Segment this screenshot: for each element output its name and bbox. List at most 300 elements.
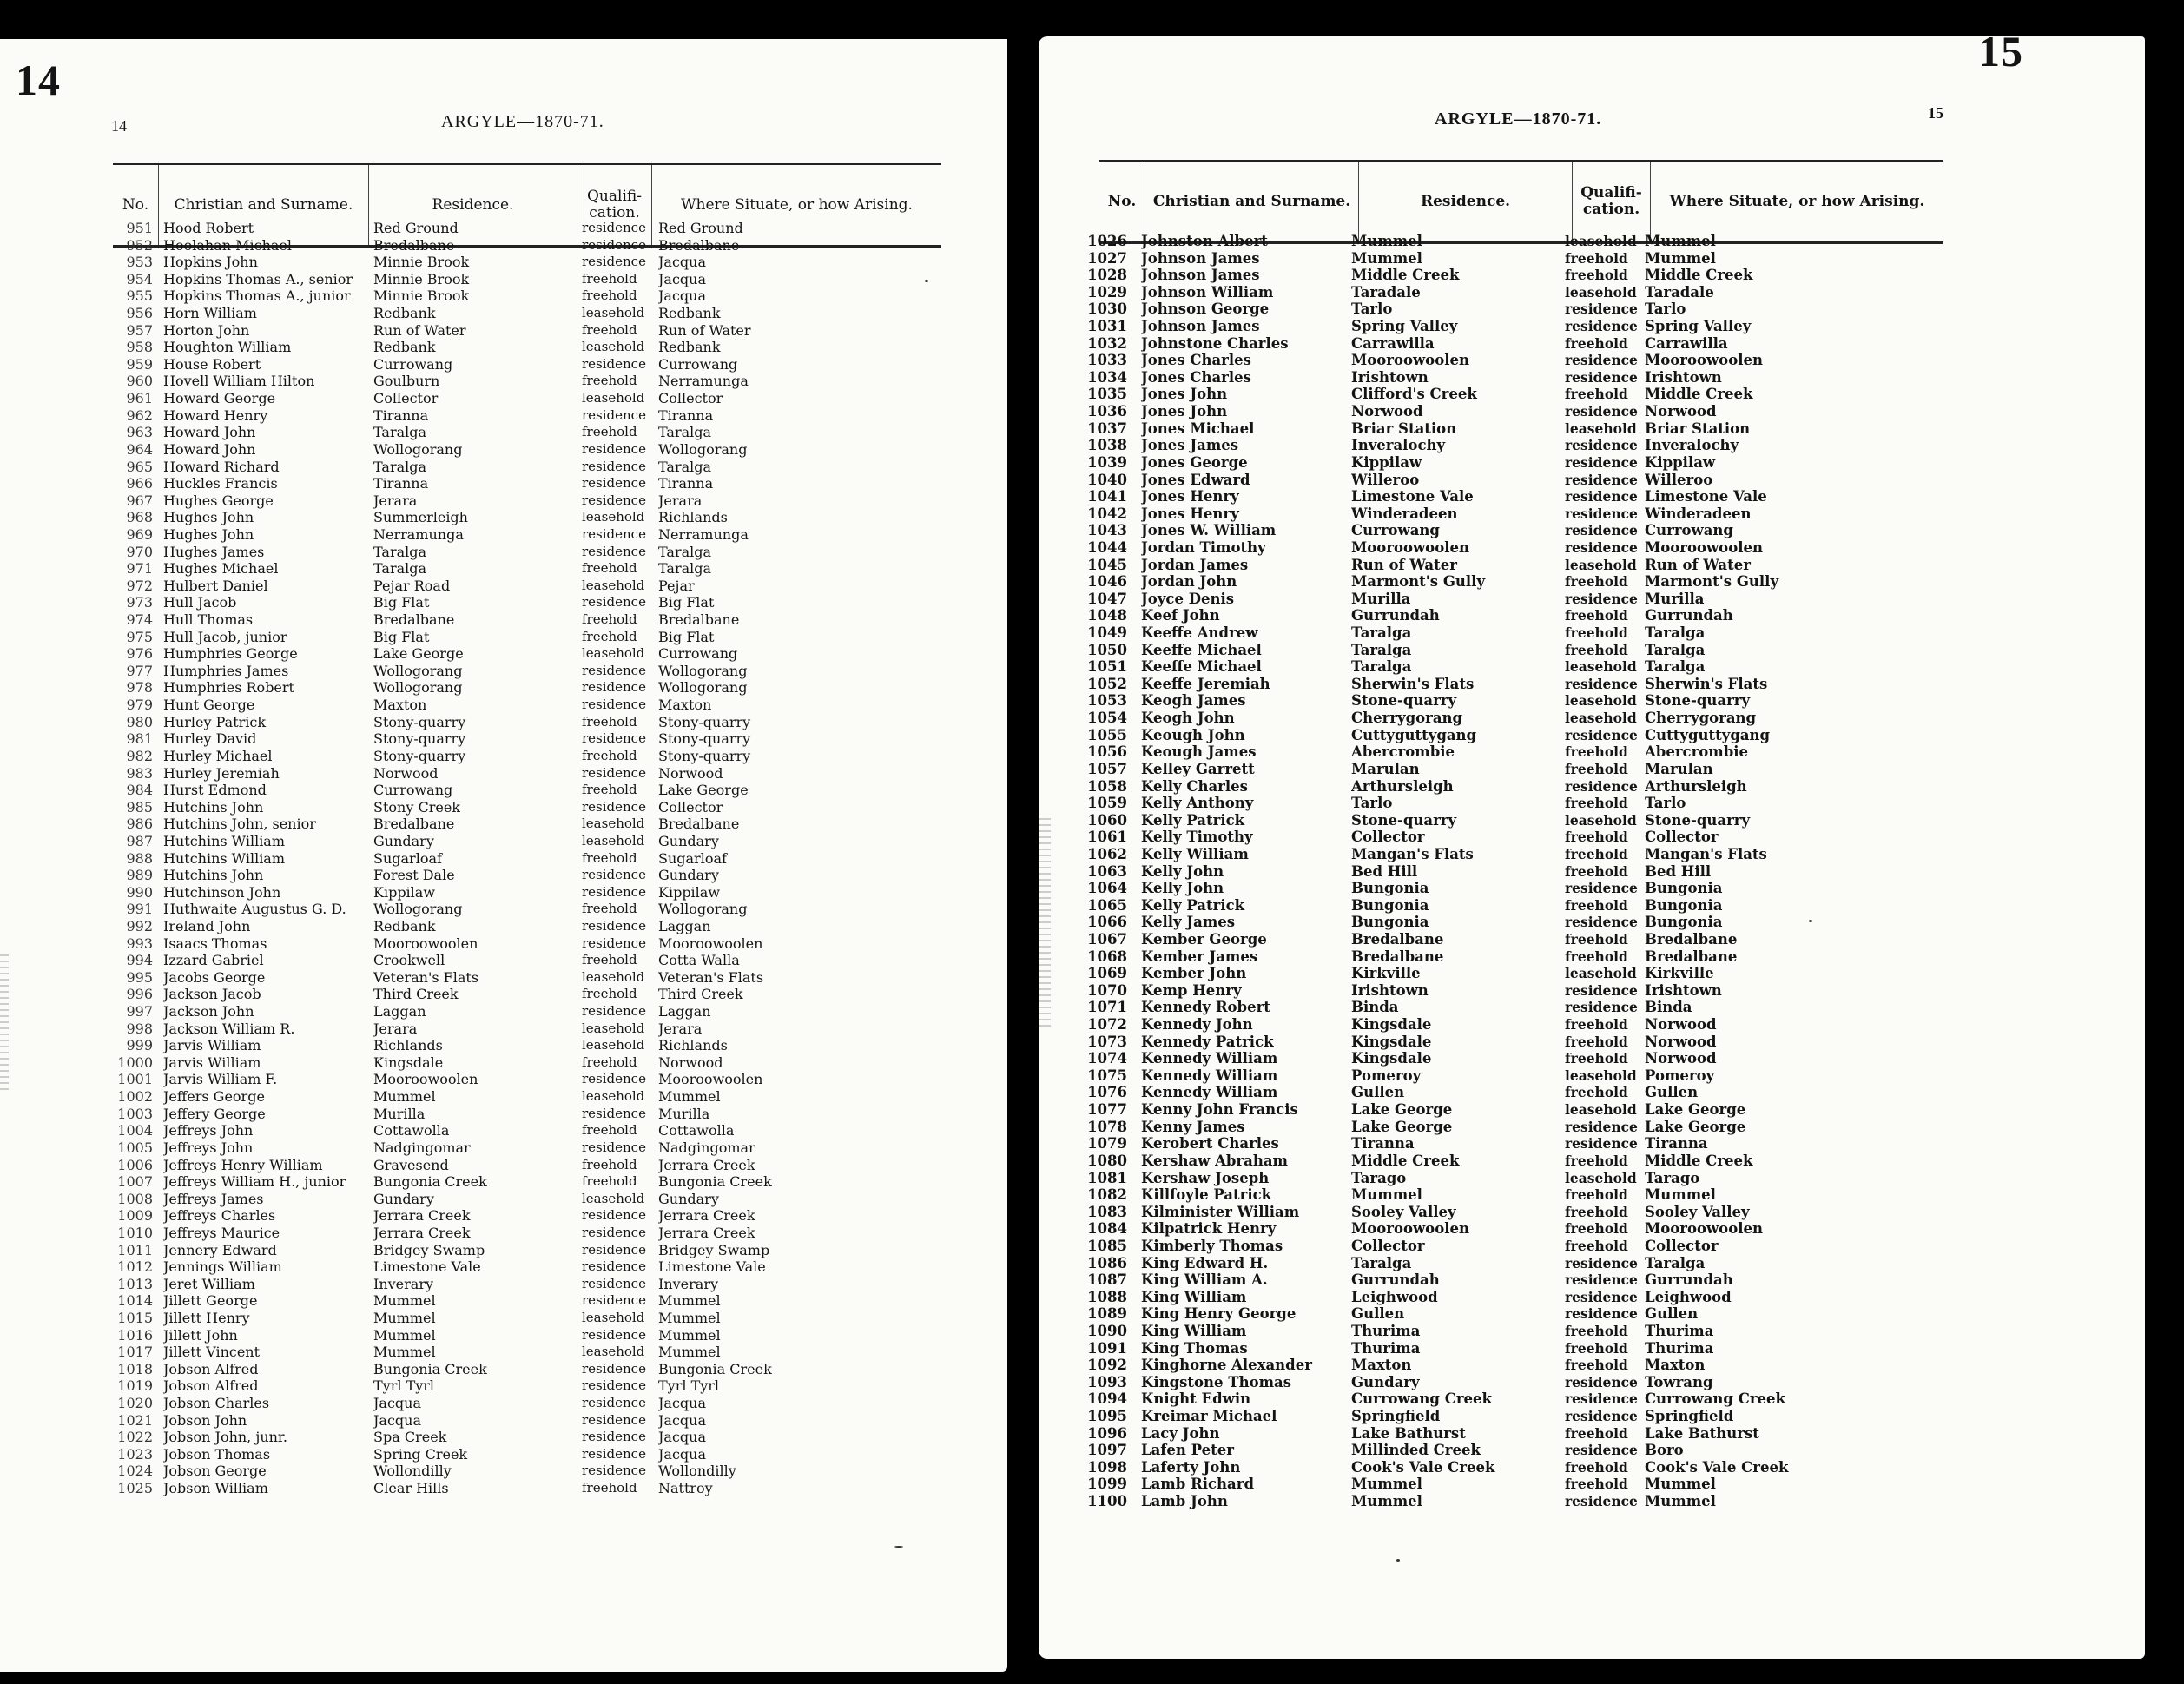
entry-name: Hutchins William [163, 849, 286, 867]
entry-name: Howard John [163, 424, 256, 441]
entry-name: Keogh John [1141, 710, 1235, 727]
entry-name: Jobson William [163, 1480, 268, 1497]
entry-qualification: freehold [1565, 743, 1628, 761]
entry-qualification: residence [582, 355, 646, 372]
entry-name: Jeffreys Charles [163, 1207, 276, 1225]
entry-where: Cottawolla [658, 1122, 735, 1139]
entry-number: 1002 [117, 1088, 153, 1106]
entry-residence: Pomeroy [1351, 1067, 1422, 1084]
entry-where: Irishtown [1645, 981, 1722, 999]
entry-name: Kinghorne Alexander [1141, 1357, 1312, 1374]
entry-name: Jacobs George [163, 968, 266, 986]
entry-name: Kelly John [1141, 880, 1224, 897]
entry-name: Kenny John Francis [1141, 1101, 1298, 1119]
entry-residence: Bredalbane [373, 611, 455, 629]
entry-number: 1096 [1087, 1424, 1127, 1442]
entry-name: Kilminister William [1141, 1203, 1300, 1220]
entry-name: Johnstone Charles [1141, 334, 1289, 352]
entry-residence: Mummel [1351, 233, 1422, 249]
entry-where: Wollogorang [658, 679, 748, 697]
entry-number: 1051 [1087, 658, 1127, 676]
entry-residence: Kingsdale [373, 1053, 444, 1071]
entry-where: Kippilaw [1645, 453, 1716, 471]
entry-residence: Taralga [373, 543, 427, 560]
entry-where: Cotta Walla [658, 952, 740, 969]
entry-name: Jillett Henry [163, 1310, 250, 1326]
entry-residence: Mummel [1351, 249, 1422, 267]
entry-residence: Minnie Brook [373, 254, 470, 271]
entry-residence: Kingsdale [1351, 1050, 1432, 1067]
col-header-name: Christian and Surname. [158, 165, 368, 245]
entry-qualification: freehold [1565, 249, 1628, 267]
entry-qualification: residence [1565, 538, 1638, 556]
table-row [1084, 982, 1836, 1000]
entry-number: 961 [126, 390, 153, 407]
entry-number: 1074 [1087, 1050, 1127, 1067]
entry-name: Kemp Henry [1141, 981, 1242, 999]
entries-list [1084, 233, 1836, 1510]
entry-name: Jeret William [163, 1275, 255, 1292]
entry-residence: Tarlo [1351, 300, 1393, 318]
entry-residence: Limestone Vale [1351, 488, 1474, 505]
table-row [1084, 300, 1836, 318]
entry-number: 1070 [1087, 981, 1127, 999]
table-row [1084, 676, 1836, 693]
table-row [1084, 727, 1836, 744]
table-row [1084, 1493, 1836, 1510]
entry-where: Mummel [658, 1326, 721, 1344]
entry-qualification: freehold [1565, 1203, 1628, 1220]
entry-where: Sugarloaf [658, 849, 727, 867]
entry-qualification: leasehold [1565, 710, 1637, 727]
entry-where: Lake Bathurst [1645, 1424, 1759, 1442]
entry-name: Howard Henry [163, 406, 268, 424]
entry-name: Hughes George [163, 492, 274, 509]
entry-number: 997 [126, 1003, 153, 1020]
entry-where: Taralga [658, 424, 712, 441]
entry-name: Jackson William R. [163, 1020, 295, 1037]
entry-qualification: residence [582, 1003, 646, 1020]
entry-residence: Mooroowoolen [1351, 352, 1469, 369]
entry-qualification: residence [1565, 1118, 1638, 1135]
entry-name: Jobson Charles [163, 1395, 270, 1412]
entry-where: Bungonia [1645, 914, 1723, 931]
entry-name: Hughes Michael [163, 560, 279, 578]
entry-residence: Bungonia [1351, 896, 1429, 914]
entry-number: 985 [126, 798, 153, 816]
table-row [111, 850, 849, 868]
entry-where: Bredalbane [1645, 948, 1738, 965]
entry-qualification: leasehold [582, 1344, 645, 1360]
entry-where: Gundary [658, 867, 719, 884]
entry-qualification: residence [1565, 981, 1638, 999]
col-header-qualification: Qualifi- cation. [1572, 162, 1650, 241]
entry-number: 1020 [117, 1395, 153, 1412]
entry-qualification: residence [1565, 1390, 1638, 1408]
entry-name: Keeffe Jeremiah [1141, 675, 1270, 692]
entry-name: Jeffreys William H., junior [163, 1173, 346, 1191]
entry-where: Towrang [1645, 1373, 1713, 1390]
entry-qualification: freehold [582, 1122, 637, 1139]
entry-qualification: residence [582, 440, 646, 457]
entry-number: 1010 [117, 1224, 153, 1241]
entry-number: 1036 [1087, 403, 1127, 420]
entry-residence: Gravesend [373, 1156, 449, 1173]
entry-where: Jacqua [658, 254, 706, 271]
entry-qualification: leasehold [1565, 1067, 1637, 1084]
entry-number: 1075 [1087, 1067, 1127, 1084]
table-row [1084, 369, 1836, 386]
entry-number: 1009 [117, 1207, 153, 1225]
entry-number: 1080 [1087, 1152, 1127, 1169]
entry-residence: Sherwin's Flats [1351, 675, 1475, 692]
entry-qualification: residence [1565, 1493, 1638, 1510]
entry-name: Jackson John [163, 1003, 254, 1020]
entry-name: Hopkins John [163, 254, 258, 271]
entry-qualification: residence [582, 1105, 646, 1121]
entry-number: 1008 [117, 1190, 153, 1207]
table-row [111, 390, 849, 407]
entry-name: Jeffers George [163, 1088, 265, 1106]
entry-residence: Norwood [1351, 403, 1423, 420]
entry-name: King Thomas [1141, 1339, 1248, 1357]
entry-where: Pejar [658, 577, 695, 594]
entry-residence: Taradale [1351, 283, 1421, 300]
entry-name: Hutchins John [163, 798, 264, 816]
entry-number: 1024 [117, 1463, 153, 1480]
entry-name: Keeffe Michael [1141, 641, 1262, 658]
table-row [111, 663, 849, 680]
edge-stain [0, 951, 9, 1090]
entry-qualification: residence [582, 525, 646, 542]
entry-qualification: leasehold [582, 1310, 645, 1325]
entry-residence: Stony-quarry [373, 730, 466, 748]
entry-residence: Cuttyguttygang [1351, 726, 1477, 743]
ink-speck [1809, 920, 1812, 922]
left-page [0, 39, 1007, 1672]
entry-name: Horton John [163, 321, 250, 339]
entry-residence: Redbank [373, 339, 436, 356]
entry-qualification: residence [1565, 471, 1638, 488]
table-row [1084, 1067, 1836, 1085]
entry-where: Taralga [1645, 1254, 1706, 1271]
table-row [111, 1327, 849, 1344]
entry-where: Richlands [658, 509, 728, 526]
entry-qualification: freehold [1565, 845, 1628, 862]
entry-residence: Stony-quarry [373, 747, 466, 764]
entry-residence: Gurrundah [1351, 1271, 1440, 1289]
entry-number: 1090 [1087, 1323, 1127, 1339]
entry-residence: Thurima [1351, 1323, 1421, 1339]
entry-where: Norwood [658, 764, 723, 782]
entry-qualification: residence [1565, 318, 1638, 335]
entry-number: 1068 [1087, 948, 1127, 965]
entry-where: Bredalbane [658, 611, 740, 629]
entry-qualification: residence [582, 1326, 646, 1343]
entry-residence: Cook's Vale Creek [1351, 1458, 1495, 1476]
table-row [1084, 420, 1836, 438]
entry-where: Jacqua [658, 287, 706, 305]
entry-where: Marulan [1645, 760, 1713, 777]
table-row [1084, 1305, 1836, 1323]
entry-residence: Taralga [373, 560, 427, 578]
entry-name: King Henry George [1141, 1305, 1297, 1323]
entry-residence: Thurima [1351, 1339, 1421, 1357]
table-row [111, 697, 849, 714]
entry-name: Hurley David [163, 730, 257, 748]
entry-where: Mooroowoolen [1645, 352, 1763, 369]
entry-where: Taradale [1645, 283, 1714, 300]
entry-name: Jarvis William [163, 1053, 261, 1071]
entry-name: Hunt George [163, 697, 255, 714]
entry-residence: Kingsdale [1351, 1016, 1432, 1034]
entry-name: Keeffe Michael [1141, 658, 1262, 676]
entry-residence: Goulburn [373, 373, 440, 390]
entry-qualification: freehold [1565, 1220, 1628, 1238]
entry-qualification: freehold [582, 1173, 637, 1190]
table-row [111, 305, 849, 322]
entry-qualification: freehold [1565, 760, 1628, 777]
entry-name: Jillett George [163, 1292, 258, 1310]
table-row [1084, 1119, 1836, 1136]
entry-name: Kelly Charles [1141, 777, 1248, 795]
entry-where: Collector [658, 798, 723, 816]
entry-residence: Maxton [1351, 1357, 1412, 1374]
entry-number: 967 [126, 492, 153, 509]
entry-number: 980 [126, 713, 153, 730]
table-row [111, 1395, 849, 1412]
entry-qualification: residence [582, 1207, 646, 1224]
entry-qualification: freehold [1565, 829, 1628, 846]
table-row [1084, 1476, 1836, 1493]
table-row [1084, 233, 1836, 250]
entry-number: 1067 [1087, 930, 1127, 948]
entry-where: Nerramunga [658, 373, 749, 390]
entry-residence: Jerara [373, 492, 418, 509]
entry-qualification: freehold [1565, 624, 1628, 642]
entry-qualification: residence [1565, 777, 1638, 795]
table-row [111, 594, 849, 611]
entry-residence: Middle Creek [1351, 1152, 1460, 1169]
entry-qualification: residence [582, 543, 646, 559]
table-row [111, 1191, 849, 1208]
table-row [1084, 863, 1836, 881]
table-row [1084, 1016, 1836, 1034]
entry-qualification: residence [1565, 1135, 1638, 1152]
entry-number: 1023 [117, 1445, 153, 1463]
entry-residence: Bed Hill [1351, 862, 1418, 880]
entry-number: 1072 [1087, 1016, 1127, 1034]
entry-number: 970 [126, 543, 153, 560]
entry-number: 1065 [1087, 896, 1127, 914]
entry-name: Johnston Albert [1141, 233, 1268, 249]
entry-where: Bungonia Creek [658, 1360, 772, 1377]
entry-residence: Mummel [1351, 1476, 1422, 1493]
entry-where: Third Creek [658, 986, 743, 1003]
entry-name: Hull Jacob [163, 594, 237, 611]
entry-where: Nadgingomar [658, 1139, 755, 1156]
entry-where: Mooroowoolen [658, 1071, 763, 1088]
entry-where: Tiranna [658, 475, 714, 492]
entry-number: 1027 [1087, 249, 1127, 267]
entry-name: Kimberly Thomas [1141, 1237, 1283, 1254]
entry-number: 1099 [1087, 1476, 1127, 1493]
entry-residence: Nadgingomar [373, 1139, 471, 1156]
entry-residence: Big Flat [373, 628, 430, 645]
entry-name: Lacy John [1141, 1424, 1220, 1442]
entry-where: Murilla [658, 1105, 710, 1122]
table-row [111, 356, 849, 373]
entry-qualification: residence [582, 458, 646, 474]
entry-residence: Briar Station [1351, 419, 1457, 437]
table-row [1084, 1084, 1836, 1101]
entry-qualification: residence [582, 1463, 646, 1479]
entry-where: Taralga [1645, 658, 1706, 676]
table-row [111, 526, 849, 544]
entry-qualification: residence [582, 1275, 646, 1291]
entry-where: Norwood [1645, 1016, 1717, 1034]
entry-residence: Collector [373, 390, 439, 407]
entry-residence: Gundary [1351, 1373, 1420, 1390]
entry-number: 983 [126, 764, 153, 782]
entry-residence: Laggan [373, 1003, 426, 1020]
table-row [1084, 488, 1836, 505]
entry-name: Jobson Thomas [163, 1445, 271, 1463]
table-row [1084, 795, 1836, 812]
table-row [111, 645, 849, 663]
entry-number: 1050 [1087, 641, 1127, 658]
entry-qualification: residence [582, 697, 646, 713]
table-row [1084, 743, 1836, 761]
entry-where: Gullen [1645, 1084, 1699, 1101]
table-row [1084, 829, 1836, 846]
entry-name: Kelly William [1141, 845, 1249, 862]
table-row [111, 1463, 849, 1480]
entry-number: 1098 [1087, 1458, 1127, 1476]
entry-number: 963 [126, 424, 153, 441]
entry-name: Kreimar Michael [1141, 1408, 1277, 1425]
col-header-no: No. [1107, 192, 1137, 210]
entry-residence: Middle Creek [1351, 267, 1460, 284]
entry-residence: Cherrygorang [1351, 710, 1463, 727]
entry-name: King William A. [1141, 1271, 1268, 1289]
entry-where: Middle Creek [1645, 267, 1753, 284]
entry-number: 1091 [1087, 1339, 1127, 1357]
entry-where: Sooley Valley [1645, 1203, 1750, 1220]
entry-where: Tyrl Tyrl [658, 1377, 720, 1395]
entry-residence: Crookwell [373, 952, 445, 969]
entry-residence: Lake Bathurst [1351, 1424, 1466, 1442]
table-row [111, 1361, 849, 1378]
entry-number: 1039 [1087, 453, 1127, 471]
entry-where: Stone-quarry [1645, 811, 1751, 829]
entry-where: Boro [1645, 1442, 1684, 1459]
col-header-name: Christian and Surname. [1145, 162, 1358, 241]
entry-residence: Maxton [373, 697, 427, 714]
table-row [1084, 624, 1836, 642]
entry-residence: Stone-quarry [1351, 692, 1457, 710]
table-row [111, 765, 849, 783]
table-row [1084, 1459, 1836, 1476]
entry-number: 1046 [1087, 573, 1127, 591]
entry-name: King William [1141, 1323, 1247, 1339]
entry-qualification: residence [582, 883, 646, 900]
entry-residence: Taralga [373, 424, 427, 441]
table-row [1084, 522, 1836, 539]
entry-name: Jobson Alfred [163, 1377, 259, 1395]
entry-number: 993 [126, 934, 153, 952]
table-row [111, 1106, 849, 1123]
entry-name: Jones W. William [1141, 522, 1277, 539]
entry-number: 1055 [1087, 726, 1127, 743]
entry-residence: Millinded Creek [1351, 1442, 1481, 1459]
entry-number: 988 [126, 849, 153, 867]
entry-residence: Mooroowoolen [1351, 538, 1469, 556]
entry-number: 990 [126, 883, 153, 901]
entry-qualification: freehold [582, 270, 637, 287]
entry-where: Stony-quarry [658, 730, 751, 748]
entry-name: House Robert [163, 355, 261, 373]
entry-where: Mummel [658, 1088, 721, 1106]
entry-number: 959 [126, 355, 153, 373]
entry-where: Limestone Vale [1645, 488, 1767, 505]
entry-qualification: leasehold [1565, 692, 1637, 710]
entry-name: Kember John [1141, 965, 1247, 982]
entry-qualification: residence [1565, 300, 1638, 318]
entry-residence: Collector [1351, 829, 1425, 846]
entry-where: Mummel [658, 1344, 721, 1361]
entry-where: Willeroo [1645, 471, 1713, 488]
entry-residence: Pejar Road [373, 577, 451, 594]
entry-qualification: freehold [1565, 930, 1628, 948]
entry-name: Jones Michael [1141, 419, 1255, 437]
table-row [1084, 914, 1836, 931]
entry-number: 1084 [1087, 1220, 1127, 1238]
entry-where: Richlands [658, 1037, 728, 1054]
entry-residence: Spring Valley [1351, 318, 1458, 335]
entry-qualification: freehold [1565, 1339, 1628, 1357]
running-head: ARGYLE—1870-71. [441, 112, 604, 131]
entry-name: Jones John [1141, 386, 1228, 403]
table-row [111, 782, 849, 799]
table-row [1084, 965, 1836, 982]
entry-number: 1037 [1087, 419, 1127, 437]
table-row [1084, 710, 1836, 727]
entry-where: Redbank [658, 305, 721, 322]
entry-where: Kippilaw [658, 883, 721, 901]
entry-number: 1018 [117, 1360, 153, 1377]
entry-residence: Jacqua [373, 1411, 421, 1429]
entry-where: Mooroowoolen [658, 934, 763, 952]
entry-number: 996 [126, 986, 153, 1003]
entry-where: Laggan [658, 917, 711, 934]
entry-qualification: leasehold [582, 1020, 645, 1036]
entry-name: Hughes John [163, 525, 254, 543]
entry-number: 1073 [1087, 1033, 1127, 1050]
entry-residence: Winderadeen [1351, 505, 1458, 522]
entry-name: Hovell William Hilton [163, 373, 315, 390]
table-row [111, 322, 849, 340]
entry-residence: Run of Water [1351, 556, 1457, 573]
entry-where: Murilla [1645, 590, 1705, 607]
entry-name: Johnson George [1141, 300, 1270, 318]
entry-number: 951 [126, 220, 153, 236]
entry-residence: Tarlo [1351, 795, 1393, 812]
entry-qualification: residence [582, 1241, 646, 1258]
entry-qualification: freehold [1565, 386, 1628, 403]
table-row [111, 816, 849, 833]
entry-residence: Bredalbane [373, 816, 455, 833]
